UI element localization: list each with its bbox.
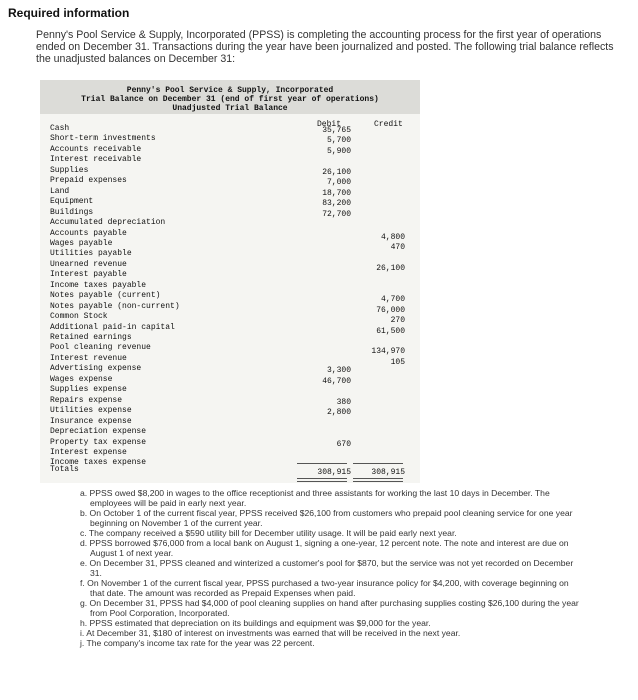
debit-amount: 46,700 [322,376,351,386]
debit-amount: 7,000 [326,178,351,188]
account-name: Utilities expense [50,406,132,416]
company-name: Penny's Pool Service & Supply, Incorporated [126,86,334,95]
debit-amount: 18,700 [322,188,351,198]
account-name: Supplies [50,165,89,175]
account-name: Wages expense [50,374,113,384]
note-item: f. On November 1 of the current fiscal year, PPSS purchased a two-year insurance policy for $4,200, with coverage beginning on that date. The amount was recorded as Prepaid Expenses when paid. [80,578,569,598]
account-name: Interest revenue [50,353,127,363]
credit-amount: 270 [390,316,405,326]
account-name: Depreciation expense [50,427,147,437]
section-heading: Required information [8,6,130,20]
debit-total-rule [297,463,347,464]
credit-header: Credit [374,120,403,129]
statement-subtitle: Unadjusted Trial Balance [172,104,288,113]
account-name: Repairs expense [50,395,123,405]
account-name: Income taxes expense [50,458,147,468]
account-name: Retained earnings [50,333,132,342]
account-name: Pool cleaning revenue [50,343,151,353]
account-name: Interest expense [50,447,127,457]
credit-amount: 105 [390,357,405,367]
note-item: h. PPSS estimated that depreciation on its buildings and equipment was $9,000 for the year. [80,618,431,628]
account-name: Accounts payable [50,228,127,238]
credit-amount: 4,700 [380,295,405,305]
account-name: Insurance expense [50,416,132,426]
account-name: Accumulated depreciation [50,218,166,228]
note-item: a. PPSS owed $8,200 in wages to the office receptionist and three assistants for working the last 10 days in December. The employees will be paid in early next year. [80,488,550,508]
account-name: Interest receivable [50,155,142,165]
account-name: Supplies expense [50,385,127,395]
account-name: Equipment [50,197,94,207]
note-item: b. On October 1 of the current fiscal year, PPSS received $26,100 from customers who prepaid pool cleaning service for one year beginning on November 1 of the current year. [80,508,573,528]
debit-amount: 3,300 [326,366,351,376]
credit-amount: 470 [390,242,405,252]
note-item: i. At December 31, $180 of interest on investments was earned that will be received in the next year. [80,628,461,638]
total-credit: 308,915 [371,468,405,477]
account-name: Land [50,186,70,196]
credit-amount: 4,800 [380,232,405,242]
statement-title: Trial Balance on December 31 (end of first year of operations) [81,95,379,104]
account-name: Wages payable [50,238,113,248]
debit-header: Debit [317,120,342,129]
debit-amount: 26,100 [322,167,351,177]
totals-label: Totals [50,465,79,474]
note-item: e. On December 31, PPSS cleaned and winterized a customer's pool for $870, but the service was not yet recorded on December 31. [80,558,574,578]
account-name: Income taxes payable [50,280,147,290]
account-name: Interest payable [50,270,127,280]
account-name: Advertising expense [50,364,142,374]
account-name: Accounts receivable [50,144,142,154]
credit-amount: 134,970 [371,347,405,357]
note-item: d. PPSS borrowed $76,000 from a local bank on August 1, signing a one-year, 12 percent note. The note and interest are due on August 1 of next year. [80,538,569,558]
account-name: Additional paid-in capital [50,322,175,332]
intro-paragraph: Penny's Pool Service & Supply, Incorporated (PPSS) is completing the accounting process for the first year of operations ended on December 31. Transactions during the year have been journalized and posted. The following trial balance reflects the unadjusted balances on December 31: [36,29,614,65]
credit-double-rule [353,478,403,482]
total-debit: 308,915 [317,468,351,477]
note-item: g. On December 31, PPSS had $4,000 of pool cleaning supplies on hand after purchasing supplies costing $26,100 during the year from Pool Corporation, Incorporated. [80,598,579,618]
debit-amount: 670 [336,439,351,449]
note-item: j. The company's income tax rate for the year was 22 percent. [80,638,315,648]
credit-amount: 76,000 [376,305,405,315]
debit-double-rule [297,478,347,482]
credit-total-rule [353,463,403,464]
debit-amount: 83,200 [322,199,351,209]
account-name: Utilities payable [50,249,132,259]
account-name: Unearned revenue [50,259,127,269]
note-item: c. The company received a $590 utility bill for December utility usage. It will be paid early next year. [80,528,457,538]
account-name: Notes payable (current) [50,291,161,301]
account-name: Cash [50,124,70,133]
account-name: Common Stock [50,312,108,322]
account-name: Property tax expense [50,437,147,447]
account-name: Buildings [50,207,94,217]
credit-amount: 26,100 [376,263,405,273]
debit-amount: 2,800 [326,408,351,418]
account-name: Notes payable (non-current) [50,301,180,311]
credit-amount: 61,500 [376,326,405,336]
trial-balance-table [40,80,420,483]
debit-amount: 5,900 [326,146,351,156]
debit-amount: 380 [336,397,351,407]
account-name: Prepaid expenses [50,176,127,186]
adjustment-notes [80,488,580,648]
debit-amount: 5,700 [326,136,351,146]
debit-amount: 35,765 [322,126,351,135]
debit-amount: 72,700 [322,209,351,219]
account-name: Short-term investments [50,134,156,144]
